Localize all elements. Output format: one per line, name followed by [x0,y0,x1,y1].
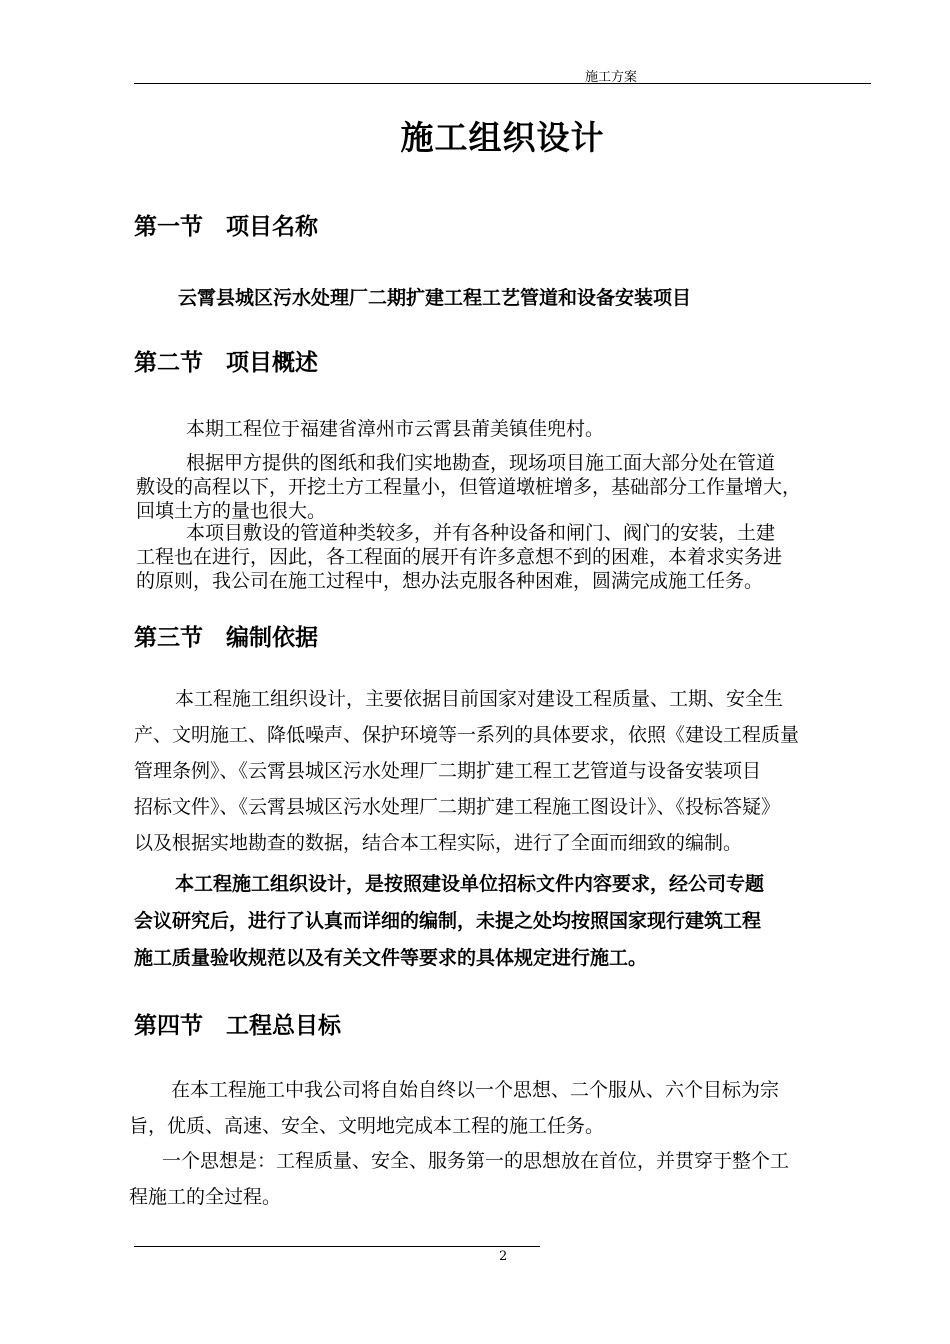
project-name: 云霄县城区污水处理厂二期扩建工程工艺管道和设备安装项目 [178,287,692,309]
section-heading-2: 第二节 项目概述 [134,350,318,376]
basis-paragraph-1: 本工程施工组织设计，主要依据目前国家对建设工程质量、工期、安全生 产、文明施工、降低噪声、保护环境等一系列的具体要求，依照《建设工程质量 管理条例》、《云霄县城区污水处理厂二期扩建工程工艺管道与设备安装项目 招标文件》、《云霄县城区污水处理厂二期扩建工程施工图设计》、《投标答疑》 以及根据实地勘查的数据，结合本工程实际，进行了全面而细致的编制。 [134,688,800,854]
page-header-text: 施工方案 [585,70,638,85]
overview-paragraph-3: 本项目敷设的管道种类较多，并有各种设备和闸门、阀门的安装，土建 工程也在进行，因此，各工程面的展开有许多意想不到的困难，本着求实务进 的原则，我公司在施工过程中，想办法克服各种困难，圆满完成施工任务。 [136,522,783,592]
header-rule [134,83,871,84]
basis-paragraph-2: 本工程施工组织设计，是按照建设单位招标文件内容要求，经公司专题 会议研究后，进行了认真而详细的编制，未提之处均按照国家现行建筑工程 施工质量验收规范以及有关文件等要求的具体规定进行施工。 [134,873,765,969]
section-heading-1: 第一节 项目名称 [134,214,318,240]
overview-paragraph-2: 根据甲方提供的图纸和我们实地勘查，现场项目施工面大部分处在管道 敷设的高程以下，开挖土方工程量小，但管道墩桩增多，基础部分工作量增大， 回填土方的量也很大。 [136,452,802,522]
page-number: 2 [499,1249,508,1264]
document-title: 施工组织设计 [400,118,605,157]
overview-paragraph-1: 本期工程位于福建省漳州市云霄县莆美镇佳兜村。 [186,418,605,440]
goals-paragraph-2: 一个思想是：工程质量、安全、服务第一的思想放在首位，并贯穿于整个工 程施工的全过程。 [129,1150,790,1208]
goals-paragraph-1: 在本工程施工中我公司将自始自终以一个思想、二个服从、六个目标为宗 旨，优质、高速、安全、文明地完成本工程的施工任务。 [129,1079,780,1137]
section-heading-4: 第四节 工程总目标 [134,1013,341,1039]
footer-rule [134,1246,540,1247]
section-heading-3: 第三节 编制依据 [134,625,318,651]
